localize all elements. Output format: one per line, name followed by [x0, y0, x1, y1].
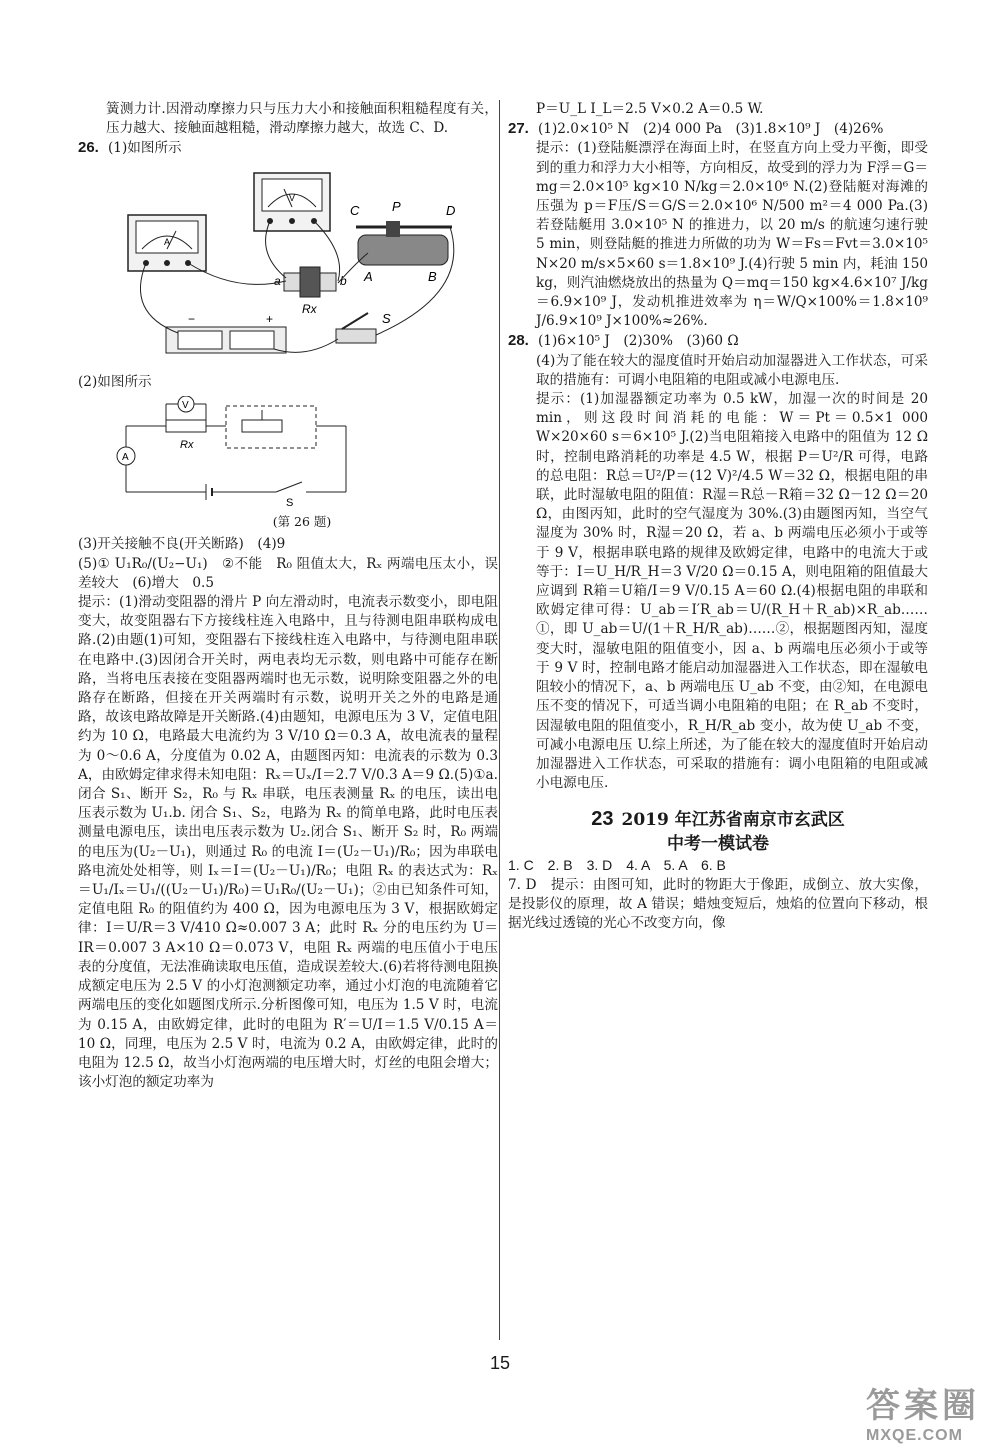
section-title-line1: 2019 年江苏省南京市玄武区 [621, 810, 845, 831]
figure-caption: (第 26 题) [272, 514, 332, 530]
terminal-b-label: b [340, 273, 347, 288]
terminal-a-label: a [274, 273, 281, 288]
svg-text:Rx: Rx [180, 439, 194, 452]
watermark-logo [866, 1378, 980, 1445]
question-number: 28. [508, 332, 529, 350]
svg-text:A: A [122, 452, 129, 464]
svg-text:V: V [182, 400, 189, 412]
column-divider [499, 100, 500, 1340]
section-number: 23 [591, 808, 614, 831]
section-title-line2: 中考一模试卷 [667, 834, 769, 855]
page-number: 15 [489, 1353, 511, 1373]
watermark-bottom: MXQE.COM [866, 1427, 963, 1444]
answer-text: (1)2.0×10⁵ N (2)4 000 Pa (3)1.8×10⁹ J (4)26% [538, 121, 884, 138]
paragraph: P＝U_L I_L＝2.5 V×0.2 A＝0.5 W. [536, 101, 764, 117]
hint-paragraph: 提示：(1)滑动变阻器的滑片 P 向左滑动时，电流表示数变小，即电阻变大，故变阻器右下方接线柱连入电路中，且与待测电阻串联构成电路.(2)由题(1)可知，变阻器右下接线柱连入电路中，与待测电阻串联在电路中.(3)因闭合开关时，两电表均无示数，则电路中可能存在断路，当将电压表接在变阻器两端时也无示数，说明除变阻器之外的电路存在断路，但接在开关两端时有示数，说明开关之外的电路是通路，故该电路故障是开关断路.(4)由题知，电源电压为 3 V，定值电阻约为 10 Ω，电路最大电流约为 3 V/10 Ω＝0.3 A，故电流表的量程为 0～0.6 A，分度值为 0.02 A，由题图丙知：电流表的示数为 0.3 A，由欧姆定律求得未知电阻：Rₓ＝Uₓ/I＝2.7 V/0.3 A＝9 Ω.(5)①a. 闭合 S₁、断开 S₂，R₀ 与 Rₓ 串联，电压表测量 Rₓ 的电压，读出电压表示数为 U₁.b. 闭合 S₁、S₂，电路为 Rₓ 的简单电路，此时电压表测量电源电压，读出电压表示数为 U₂.闭合 S₁、断开 S₂ 时，R₀ 两端的电压为(U₂－U₁)，则通过 R₀ 的电流 I＝(U₂－U₁)/R₀；因为串联电路电流处处相等，则 Iₓ＝I＝(U₂－U₁)/R₀；电阻 Rₓ 的表达式为：Rₓ＝U₁/Iₓ＝U₁/((U₂－U₁)/R₀)＝U₁R₀/(U₂－U₁)；②由已知条件可知，定值电阻 R₀ 的阻值约为 400 Ω，因为电源电压为 3 V，根据欧姆定律：I＝U/R＝3 V/410 Ω≈0.007 3 A；此时 Rₓ 分的电压约为 U＝IR＝0.007 3 A×10 Ω＝0.073 V，电阻 Rₓ 两端的电压值小于电压表的分度值，无法准确读取电压值，造成误差较大.(6)若将待测电阻换成额定电压为 2.5 V 的小灯泡测额定功率，通过小灯泡的电流随着它两端电压的变化如题图戊所示.分析图像可知，电压为 1.5 V 时，电流为 0.15 A，由欧姆定律，此时的电阻为 R′＝U/I＝1.5 V/0.15 A＝10 Ω，同理，电压为 2.5 V 时，电流为 0.2 A，由欧姆定律，此时的电阻为 12.5 Ω，故当小灯泡两端的电压增大时，灯丝的电阻会增大；该小灯泡的额定功率为 [78, 594, 498, 1091]
rheostat-p-label: P [392, 198, 401, 214]
circuit-schematic-drawing [106, 396, 366, 506]
answer-text: (1)如图所示 [108, 140, 182, 157]
question-26-part2: (2)如图所示 [78, 373, 152, 390]
rheostat-c-label: C [350, 202, 360, 218]
answer-text: (4)为了能在较大的湿度值时开始启动加湿器进入工作状态，可采取的措施有：可调小电阻箱的电阻或减小电源电压. [536, 352, 928, 388]
apparatus-figure [106, 163, 498, 369]
rheostat-a-label: A [364, 268, 373, 284]
paragraph: 簧测力计.因滑动摩擦力只与压力大小和接触面积粗糙程度有关，压力越大、接触面越粗糙，滑动摩擦力越大，故选 C、D. [106, 101, 498, 137]
watermark-top: 答案圈 [866, 1387, 980, 1425]
ammeter-label: A [164, 236, 171, 247]
rx-label: Rx [302, 301, 317, 316]
question-27 [508, 119, 928, 139]
battery-minus-label: − [188, 311, 196, 326]
question-28 [508, 331, 928, 351]
rheostat-b-label: B [428, 268, 437, 284]
hint-paragraph: 提示：(1)登陆艇漂浮在海面上时，在竖直方向上受力平衡，即受到的重力和浮力大小相等，方向相反，故受到的浮力为 F浮＝G＝mg＝2.0×10⁵ kg×10 N/kg＝2.0×10⁶ N.(2)登陆艇对海滩的压强为 p＝F压/S＝G/S＝2.0×10⁶ N/500 m²＝4 000 Pa.(3)若登陆艇用 3.0×10⁵ N 的推进力，以 20 m/s 的航速匀速行驶 5 min，则登陆艇的推进力所做的功为 W＝Fs＝Fvt＝3.0×10⁵ N×20 m/s×5×60 s＝1.8×10⁹ J.(4)行驶 5 min 内，耗油 150 kg，则汽油燃烧放出的热量为 Q＝mq＝150 kg×4.6×10⁷ J/kg＝6.9×10⁹ J，发动机推进效率为 η＝W/Q×100%＝1.8×10⁹ J/6.9×10⁹ J×100%≈26%. [536, 140, 928, 330]
svg-text:S: S [286, 497, 294, 507]
battery-plus-label: + [266, 311, 274, 326]
question-number: 26. [78, 139, 99, 157]
answer-text: (1)6×10⁵ J (2)30% (3)60 Ω [538, 333, 739, 350]
question-26-part5: (5)① U₁R₀/(U₂−U₁) ②不能 R₀ 阻值太大，Rₓ 两端电压太小，误差较大 (6)增大 0.5 [78, 555, 498, 591]
right-column [508, 100, 928, 933]
question-26-part1 [78, 138, 498, 158]
circuit-apparatus-drawing [106, 163, 476, 363]
switch-s-label: S [382, 310, 391, 326]
question-26-part3: (3)开关接触不良(开关断路) (4)9 [78, 536, 286, 553]
voltmeter-label: V [289, 192, 296, 203]
question-7: 7. D 提示：由图可知，此时的物距大于像距，成倒立、放大实像，是投影仪的原理，故 A 错误；蜡烛变短后，烛焰的位置向下移动，根据光线过透镜的光心不改变方向，像 [508, 876, 928, 931]
answers-list: 1. C 2. B 3. D 4. A 5. A 6. B [508, 857, 726, 874]
schematic-figure [106, 396, 498, 531]
hint-paragraph: 提示：(1)加湿器额定功率为 0.5 kW，加湿一次的时间是 20 min，则这段时间消耗的电能：W＝Pt＝0.5×1 000 W×20×60 s＝6×10⁵ J.(2)当电阻箱接入电路中的阻值为 12 Ω 时，控制电路消耗的功率是 4.5 W，根据 P＝U²/R 可得，电路的总电阻：R总＝U²/P＝(12 V)²/4.5 W＝32 Ω，根据电阻的串联，此时湿敏电阻的阻值：R湿＝R总－R箱＝32 Ω－12 Ω＝20 Ω，由图丙知，此时的空气湿度为 30%.(3)由题图丙知，当空气湿度为 30% 时，R湿＝20 Ω，若 a、b 两端电压必须小于或等于 9 V，根据串联电路的规律及欧姆定律，电路中的电流大于或等于：I＝U_H/R_H＝3 V/20 Ω＝0.15 A，则电阻箱的阻值最大应调到 R箱＝U箱/I＝9 V/0.15 A＝60 Ω.(4)根据电阻的串联和欧姆定律可得：U_ab＝I′R_ab＝U/(R_H＋R_ab)×R_ab……①，即 U_ab＝U/(1＋R_H/R_ab)……②，根据题图丙知，湿度变大时，湿敏电阻的阻值变小，因 a、b 两端电压必须小于或等于 9 V 时，控制电路才能启动加湿器进入工作状态，即在湿敏电阻较小的情况下，a、b 两端电压 U_ab 不变，由②知，在电源电压不变的情况下，可适当调小电阻箱的电阻；在 R_ab 不变时，因湿敏电阻的阻值变小，R_H/R_ab 变小，故为使 U_ab 不变，可减小电源电压 U.综上所述，为了能在较大的湿度值时开始启动加湿器进入工作状态，可采取的措施有：调小电阻箱的电阻或减小电源电压. [536, 391, 928, 792]
section-title [508, 807, 928, 856]
rheostat-d-label: D [446, 202, 456, 218]
question-number: 27. [508, 120, 529, 138]
left-column [78, 100, 498, 1092]
